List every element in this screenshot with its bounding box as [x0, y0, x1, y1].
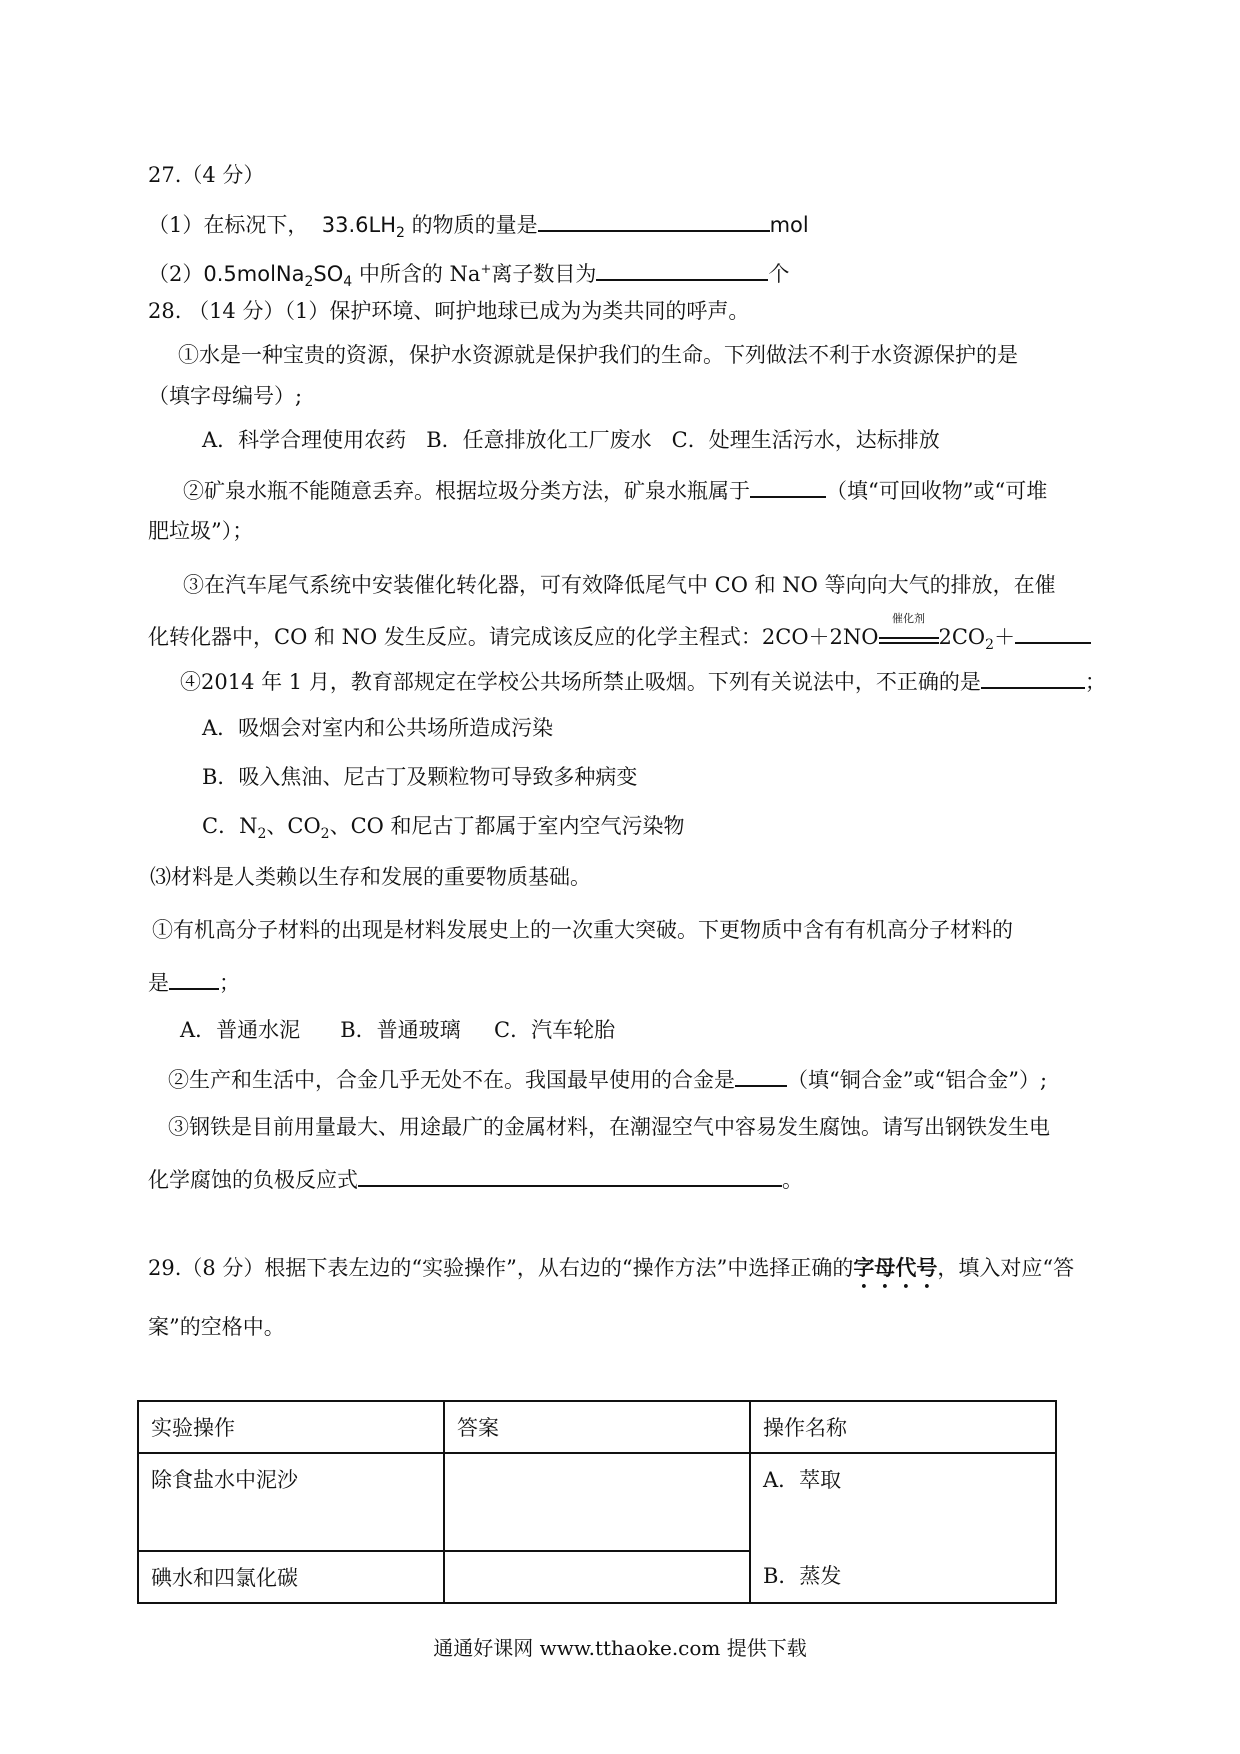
answer-blank-moles[interactable]: [538, 208, 770, 232]
q28-s1-line1: ①水是一种宝贵的资源，保护水资源就是保护我们的生命。下列做法不利于水资源保护的是: [178, 343, 1018, 367]
q28-s1-line2: （填字母编号）;: [148, 384, 303, 408]
answer-blank-alloy[interactable]: [735, 1063, 787, 1087]
answer-blank-ion-count[interactable]: [596, 257, 768, 281]
q28-s4-option-c: C．$N_2$、$CO_2$、CO 和尼古丁都属于室内空气污染物: [202, 814, 685, 843]
q27-heading: 27.（4 分）: [148, 163, 265, 187]
answer-blank-incorrect-statement[interactable]: [981, 665, 1085, 689]
answer-blank-bottle-category[interactable]: [750, 474, 826, 498]
q28-s4-option-b: B．吸入焦油、尼古丁及颗粒物可导致多种病变: [202, 765, 638, 789]
q28-s2-line1: ②矿泉水瓶不能随意丢弃。根据垃圾分类方法，矿泉水瓶属于 （填“可回收物”或“可堆: [183, 474, 1047, 506]
table-row: [138, 1453, 1056, 1551]
answer-blank-electrode-reaction[interactable]: [358, 1163, 782, 1187]
table-header-cell: 操作名称: [750, 1401, 1056, 1453]
operations-table: [137, 1400, 1057, 1604]
q28-m1-options: A．普通水泥 B．普通玻璃 C．汽车轮胎: [180, 1018, 616, 1042]
q27-part2: $(2)0.5molNa_2SO_4$ 中所含的 Na+离子数目为 个: [148, 255, 789, 297]
answer-cell[interactable]: [444, 1453, 750, 1551]
method-option-b: B．蒸发: [763, 1564, 842, 1588]
method-options-cell: [750, 1453, 1056, 1603]
q29-line2: 案”的空格中。: [148, 1315, 285, 1339]
answer-blank-polymer[interactable]: [169, 966, 219, 990]
q28-heading: 28. （14 分）（1）保护环境、呵护地球已成为为类共同的呼声。: [148, 299, 750, 323]
q28-m2-line: ②生产和生活中，合金几乎无处不在。我国最早使用的合金是 （填“铜合金”或“铝合金”）;: [168, 1063, 1047, 1095]
q28-s3-line2: 化转化器中，CO 和 NO 发生反应。请完成该反应的化学主程式：2CO＋2NO 催化剂 $2CO_2+$: [148, 620, 1091, 660]
catalyst-arrow: 催化剂: [879, 625, 939, 644]
q29-line1: 29.（8 分）根据下表左边的“实验操作”，从右边的“操作方法”中选择正确的字母代号，填入对应“答: [148, 1255, 1075, 1280]
q28-s1-options: A．科学合理使用农药 B．任意排放化工厂废水 C．处理生活污水，达标排放: [202, 428, 940, 452]
q28-m3-line2: 化学腐蚀的负极反应式 。: [148, 1163, 803, 1195]
table-header-row: [138, 1401, 1056, 1453]
method-option-a: A．萃取: [763, 1468, 842, 1492]
q28-m1-line1: ①有机高分子材料的出现是材料发展史上的一次重大突破。下更物质中含有有机高分子材料的: [152, 918, 1013, 942]
q28-m3-line1: ③钢铁是目前用量最大、用途最广的金属材料，在潮湿空气中容易发生腐蚀。请写出钢铁发生电: [168, 1115, 1050, 1139]
q28-m1-line2: 是 ；: [148, 966, 240, 998]
answer-blank-product[interactable]: [1015, 620, 1091, 644]
q27-part1: （1）在标况下， $33.6LH_2$ 的物质的量是 mol: [148, 208, 809, 248]
q28-s4-line1: ④2014 年 1 月，教育部规定在学校公共场所禁止吸烟。下列有关说法中，不正确的是 ；: [180, 665, 1106, 697]
q28-s4-option-a: A．吸烟会对室内和公共场所造成污染: [202, 716, 554, 740]
q28-part3-heading: ⑶材料是人类赖以生存和发展的重要物质基础。: [150, 865, 591, 889]
q28-s2-line2: 肥垃圾”）；: [148, 519, 254, 543]
table-header-cell: 实验操作: [138, 1401, 444, 1453]
emphasized-term: 字母代号: [853, 1255, 938, 1280]
table-header-cell: 答案: [444, 1401, 750, 1453]
table-cell: 除食盐水中泥沙: [138, 1453, 444, 1551]
answer-cell[interactable]: [444, 1551, 750, 1603]
table-cell: 碘水和四氯化碳: [138, 1551, 444, 1603]
page-footer: 通通好课网 www.tthaoke.com 提供下载: [433, 1636, 807, 1660]
q28-s3-line1: ③在汽车尾气系统中安装催化转化器，可有效降低尾气中 CO 和 NO 等向向大气的排放，在催: [183, 573, 1056, 597]
